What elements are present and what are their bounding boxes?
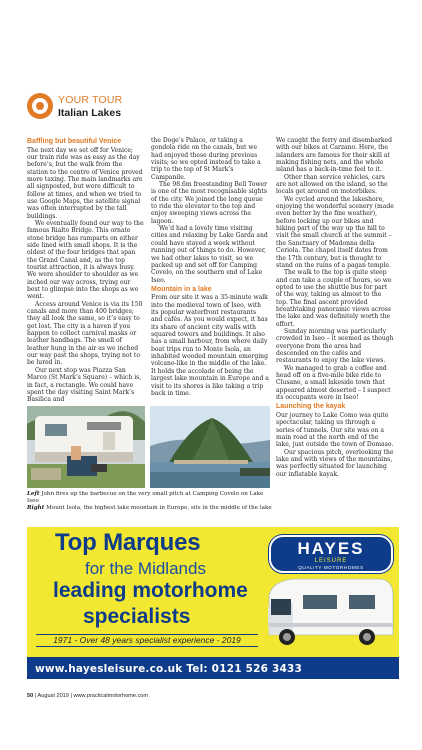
article-column-1: [27, 137, 145, 404]
your-tour-logo-icon: [27, 93, 53, 119]
paragraph: We’d had a lovely time visiting cities and relaxing by Lake Garda and could have stayed a week without running out of things to do. However, we had other lakes to visit, so we packed up and set off for Camping Covelo, on the southern end of Lake Iseo.: [151, 225, 268, 284]
ad-line-3: leading motorhome: [53, 579, 248, 602]
article-column-2: [151, 137, 269, 397]
ad-line-2: for the Midlands: [85, 559, 206, 578]
ad-contact[interactable]: www.hayesleisure.co.uk Tel: 0121 526 3433: [35, 663, 302, 675]
section-subtitle: Italian Lakes: [58, 107, 122, 119]
caption-left-text: John fires up the barbecue on the very small pitch at Camping Covelo on Lake Iseo: [27, 491, 264, 504]
photo-caption: [27, 491, 272, 511]
photo-campsite-barbecue: [27, 406, 145, 488]
paragraph: Other than service vehicles, cars are not allowed on the island, so the locals get around on motorbikes.: [276, 173, 388, 196]
hayes-tagline: QUALITY MOTORHOMES: [298, 565, 364, 570]
paragraph: the Doge’s Palace, or taking a gondola ride on the canals, but we had enjoyed these during previous visits; so we opted instead to take a trip to the top of St Mark’s Campanile.: [151, 137, 261, 181]
ad-line-1: Top Marques: [55, 529, 201, 556]
caption-left-label: Left: [27, 491, 40, 497]
hayes-brand: HAYES: [297, 539, 365, 558]
caption-right-label: Right: [27, 504, 45, 511]
paragraph: Our spacious pitch, overlooking the lake and with views of the mountains, was perfectly situated for launching our inflatable kayak.: [276, 448, 394, 478]
subheading-kayak: Launching the kayak: [276, 403, 346, 411]
paragraph: We managed to grab a coffee and head off on a five-mile bike ride to Clusane, a small lakeside town that appeared almost deserted – I suspect its occupants were in Iseo!: [276, 364, 391, 402]
paragraph: From our site it was a 35-minute walk into the medieval town of Iseo, with its popular waterfront restaurants and cafés. As you would expect, it has its share of ancient city walls with squared towers and buildings. It also has a small harbour, from where daily boat trips run to Monte Isola, an inhabited wooded mountain emerging volcano-like in the middle of the lake. It holds the accolade of being the largest lake mountain in Europe and a visit to its shores is like taking a trip back in time.: [151, 294, 269, 397]
hayes-leisure-advert[interactable]: [27, 527, 399, 679]
motorhome-image: [263, 573, 397, 651]
hayes-brand-sub: LEISURE: [314, 558, 348, 564]
paragraph: We caught the ferry and disembarked with our bikes at Carzano. Here, the islanders are famous for their skill at making fishing nets, and the whole island has a back-in-time feel to it.: [276, 137, 392, 174]
ad-line-4: specialists: [83, 605, 191, 628]
subheading-mountain: Mountain in a lake: [151, 285, 212, 293]
ad-contact-bar: [27, 657, 399, 679]
paragraph: We cycled around the lakeshore, enjoying the wonderful scenery (made even better by the fine weather), before locking up our bikes and hiking part of the way up the hill to visit the small church at the summit – the Sanctuary of Madonna della Ceriola. The chapel itself dates from the 17th century, but is thought to stand on the ruins of a pagan temple.: [276, 195, 394, 269]
photo-monte-isola: [150, 406, 270, 488]
article-column-3: [276, 137, 394, 478]
section-title: YOUR TOUR: [58, 94, 123, 106]
footer-text: | August 2019 | www.practicalmotorhome.com: [34, 693, 149, 699]
hayes-logo: [269, 535, 393, 573]
paragraph: Sunday morning was particularly crowded in Iseo – it seemed as though everyone from the area had descended on the cafés and restaurants to enjoy the lake views.: [276, 327, 394, 365]
paragraph: The 98.6m freestanding Bell Tower is one of the most recognisable sights of the city. We joined the long queue to ride the elevator to the top and enjoy sweeping views across the lagoon.: [151, 181, 268, 225]
page-number: 50: [27, 693, 34, 699]
ad-experience-line: 1971 - Over 48 years specialist experience - 2019: [53, 635, 241, 645]
paragraph: Our next stop was Piazza San Marco (St Mark’s Square) – which is, in fact, a rectangle. We could have spent the day visiting Saint Mark’s Basilica and: [27, 366, 142, 404]
paragraph: The next day we set off for Venice; our train ride was as easy as the day before’s, but the walk from the station to the centre of Venice proved more taxing. The main landmarks are all signposted, but were difficult to follow at times, and when we tried to use Google Maps, the satellite signal was often interrupted by the tall buildings.: [27, 146, 143, 220]
subheading-venice: Baffling but beautiful Venice: [27, 138, 122, 145]
paragraph: We eventually found our way to the famous Rialto Bridge. This ornate stone bridge has ramparts on either side lined with small shops. It is the oldest of the four bridges that span the Grand Canal and, as the top tourist attraction, it is always busy. We were shoulder to shoulder as we inched our way across, trying our best to glimpse into the shops as we went.: [27, 219, 144, 301]
page-footer: [27, 693, 148, 699]
paragraph: Our journey to Lake Como was quite spectacular, taking us through a series of tunnels. Our site was on a main road at the north end of the lake, just outside the town of Domaso.: [276, 411, 394, 449]
paragraph: Access around Venice is via its 150 canals and more than 400 bridges; they all look the same, so it’s easy to get lost. The city is a haven if you happen to collect carnival masks or leather handbags. The smell of leather hung in the air as we inched our way past the shops, trying not to be lured in.: [27, 300, 143, 367]
caption-right-text: Mount Isola, the highest lake mountain in Europe, sits in the middle of the lake: [46, 504, 272, 511]
paragraph: The walk to the top is quite steep and can take a couple of hours, so we opted to use the shuttle bus for part of the way, taking us almost to the top. The final ascent provided breathtaking panoramic views across the lake and was definitely worth the effort.: [276, 269, 392, 328]
